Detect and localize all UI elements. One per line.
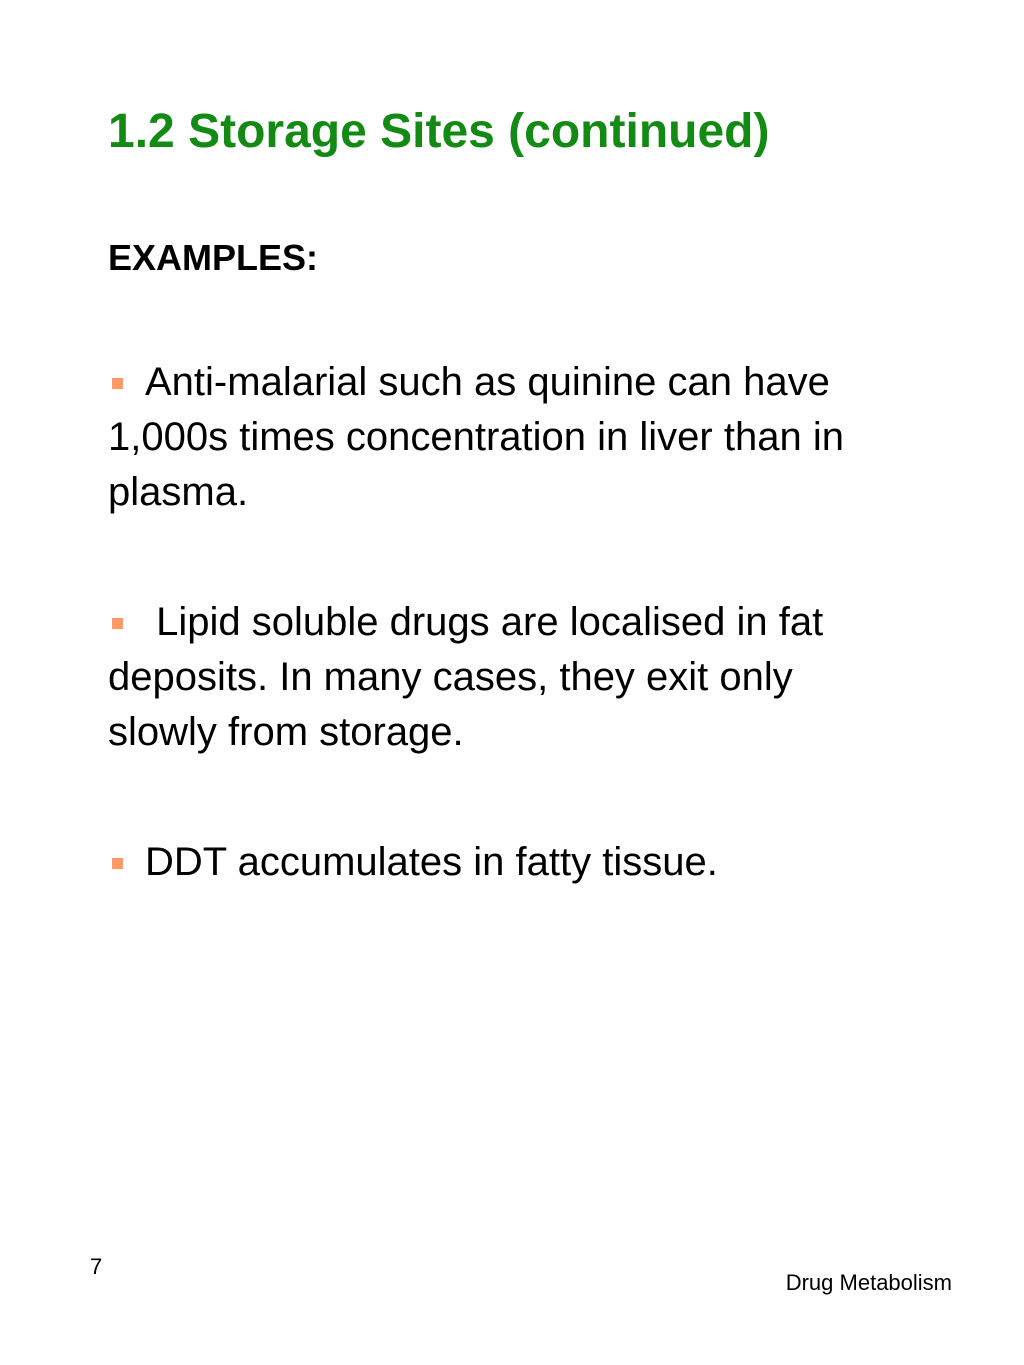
bullet-text: Lipid soluble drugs are localised in fat deposits. In many cases, they exit only slowly from storage. (108, 600, 835, 754)
footer-presentation-title: Drug Metabolism (785, 1270, 952, 1295)
square-bullet-icon (112, 858, 123, 869)
bullet-item (108, 835, 848, 890)
bullet-item (108, 595, 848, 760)
square-bullet-icon (112, 378, 123, 389)
bullet-text: DDT accumulates in fatty tissue. (145, 840, 718, 884)
bullet-item (108, 355, 848, 520)
slide-title: 1.2 Storage Sites (continued) (108, 105, 770, 158)
page-number: 7 (90, 1254, 103, 1279)
bullet-text: Anti-malarial such as quinine can have 1,000s times concentration in liver than in plasma. (108, 360, 844, 514)
section-heading: EXAMPLES: (108, 237, 319, 278)
square-bullet-icon (112, 618, 123, 629)
